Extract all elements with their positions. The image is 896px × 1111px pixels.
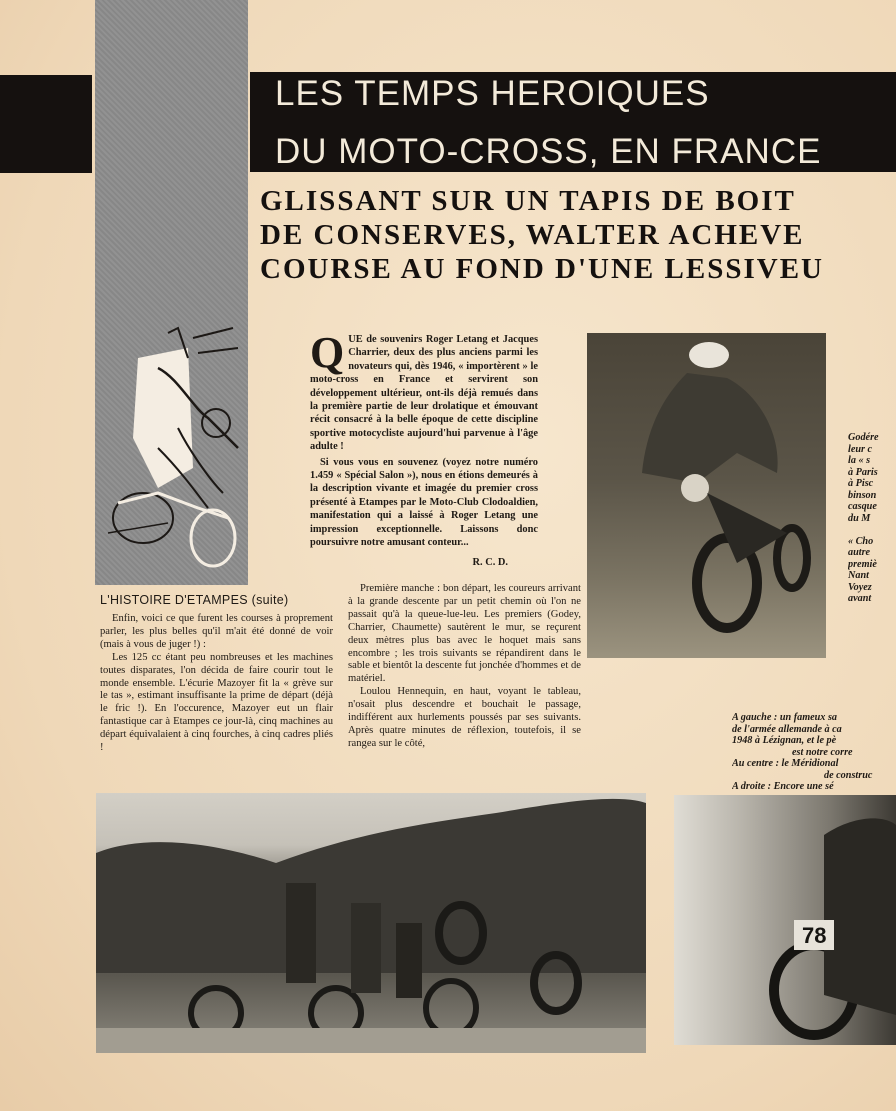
- column-middle: [348, 583, 581, 751]
- headline-line-1: GLISSANT SUR UN TAPIS DE BOIT: [260, 185, 796, 217]
- side-caption-line: avant: [848, 593, 872, 604]
- column-left-paragraph-2: Les 125 cc étant peu nombreuses et les machines toutes disparates, l'on décida de faire courir tout le monde ensemble. L'écurie Mazoyer fit la « grève sur le tas », estimant insuffisante la prime de départ (déjà le fric !). En l'occurence, Mazoyer eut un flair fantastique car à Etampes ce jour-là, cinq machines au départ équivalaient à cinq fourches, à cinq cadres pliés !: [100, 651, 333, 754]
- photo-caption-line: est notre corre: [792, 746, 853, 758]
- side-caption-line: « Cho: [848, 535, 874, 547]
- photo-caption-line: de l'armée allemande à ca: [732, 723, 842, 735]
- signature: R. C. D.: [472, 556, 508, 568]
- column-left-paragraph-1: Enfin, voici ce que furent les courses à proprement parler, les plus belles qu'il m'ait été donné de voir (mais à vous de juger !) :: [100, 613, 333, 650]
- black-band-left: [0, 75, 92, 173]
- column-middle-paragraph-1: Première manche : bon départ, les coureurs arrivant à la grande descente par un petit chemin où l'on ne passait qu'à la queue-lue-leu. Les premiers (Godey, Charrier, Chaumette) sautèrent le mur, se reçurent deux mètres plus bas avec le hoquet mais sans encombre ; les trois suivants se répandirent dans le sable et bientôt la descente fut jonchée d'hommes et de matériel.: [348, 583, 581, 685]
- motorcyclist-illustration: [98, 318, 248, 578]
- side-caption-line: binson: [848, 489, 877, 501]
- photo-caption-line: de construc: [824, 769, 873, 781]
- side-caption-line: Nant: [848, 570, 869, 581]
- side-caption: [848, 432, 896, 605]
- side-caption-line: [848, 524, 896, 536]
- drop-cap: Q: [310, 328, 345, 377]
- side-caption-line: Godére: [848, 432, 879, 443]
- side-caption-line: à Pisc: [848, 478, 874, 489]
- side-caption-line: la « s: [848, 455, 871, 466]
- headline: [260, 184, 896, 286]
- column-left: [100, 613, 333, 755]
- title-line-2: DU MOTO-CROSS, EN FRANCE: [275, 132, 822, 171]
- race-number: 78: [802, 923, 827, 948]
- photo-caption-line: Au centre : le Méridional: [732, 758, 839, 769]
- side-caption-line: premiè: [848, 558, 877, 570]
- photo-caption-line: 1948 à Lézignan, et le pè: [732, 735, 837, 746]
- photo-rider-helmet: [587, 333, 826, 658]
- intro-paragraph-1: UE de souvenirs Roger Letang et Jacques Charrier, deux des plus anciens parmi les novateurs qui, dès 1946, « importèrent » le moto-cross en France et servirent son développement ultérieur, ont-ils déjà remués dans la première partie de leur drolatique et émouvant récit consacré à la belle époque de cette discipline sportive motocycliste aujourd'hui parvenue à l'âge adulte !: [310, 334, 538, 453]
- side-caption-line: autre: [848, 547, 871, 558]
- headline-line-2: DE CONSERVES, WALTER ACHEVE: [260, 219, 805, 251]
- section-heading: L'HISTOIRE D'ETAMPES (suite): [100, 593, 289, 607]
- photo-caption-line: A gauche : un fameux sa: [732, 712, 838, 723]
- side-caption-line: casque: [848, 501, 877, 512]
- title-line-1: LES TEMPS HEROIQUES: [275, 74, 710, 113]
- intro-text: [310, 328, 538, 569]
- photo-caption-line: A droite : Encore une sé: [732, 781, 834, 792]
- intro-paragraph-2: Si vous vous en souvenez (voyez notre numéro 1.459 « Spécial Salon »), nous en étions demeurés à la description vivante et imagée du premier cross présenté à Etampes par le Moto-Club Clodoaldien, manifestation qui a laissé à Roger Letang une impression exceptionnelle. Laissons donc poursuivre notre amusant conteur...: [310, 456, 538, 549]
- column-middle-paragraph-2: Loulou Hennequin, en haut, voyant le tableau, n'osait plus descendre et bouchait le passage, indifférent aux hurlements poussés par ses suivants. Après quatre minutes de réflexion, toutefois, il se rangea sur le côté,: [348, 686, 581, 749]
- side-caption-line: à Paris: [848, 466, 878, 478]
- photo-group-jump: [96, 793, 646, 1053]
- side-caption-line: du M: [848, 512, 871, 524]
- photo-caption: [732, 712, 896, 793]
- headline-line-3: COURSE AU FOND D'UNE LESSIVEU: [260, 253, 824, 285]
- side-caption-line: leur c: [848, 443, 873, 455]
- side-caption-line: Voyez: [848, 581, 872, 593]
- photo-race-number: [674, 795, 896, 1045]
